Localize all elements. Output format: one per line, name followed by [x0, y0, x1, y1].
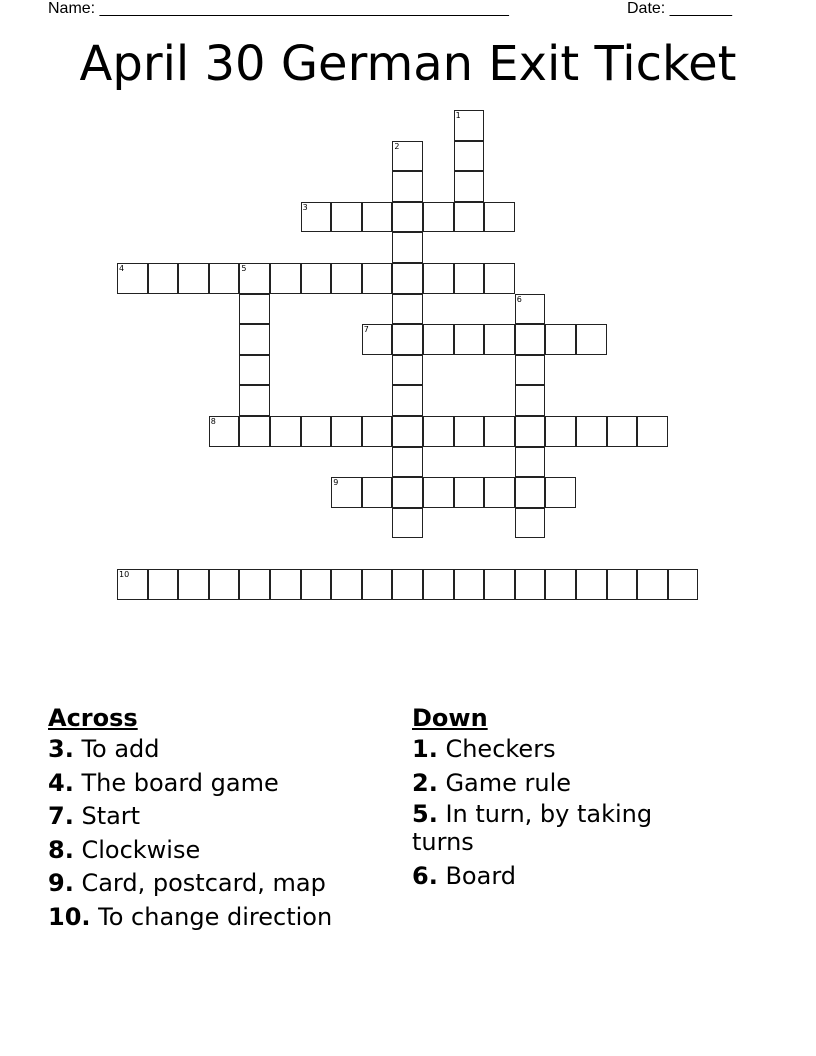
crossword-cell[interactable]: [454, 202, 485, 233]
crossword-cell[interactable]: [362, 569, 393, 600]
crossword-cell[interactable]: [454, 263, 485, 294]
crossword-cell[interactable]: [454, 171, 485, 202]
crossword-cell[interactable]: [331, 202, 362, 233]
crossword-cell[interactable]: [239, 294, 270, 325]
crossword-cell[interactable]: [270, 263, 301, 294]
crossword-cell[interactable]: [545, 324, 576, 355]
crossword-cell[interactable]: [637, 416, 668, 447]
clue-text: To change direction: [90, 902, 333, 931]
clue-down-6: [412, 860, 712, 894]
crossword-cell[interactable]: [178, 569, 209, 600]
crossword-cell[interactable]: [392, 263, 423, 294]
crossword-cell[interactable]: [301, 263, 332, 294]
down-heading: Down: [412, 704, 488, 732]
crossword-cell[interactable]: [637, 569, 668, 600]
cell-number: 9: [333, 478, 339, 488]
crossword-cell[interactable]: [423, 324, 454, 355]
crossword-cell[interactable]: [209, 263, 240, 294]
crossword-cell[interactable]: [545, 416, 576, 447]
clue-down-2: [412, 767, 712, 801]
crossword-cell[interactable]: [362, 202, 393, 233]
clue-number: 4.: [48, 768, 74, 797]
crossword-cell[interactable]: [239, 355, 270, 386]
crossword-cell[interactable]: [423, 477, 454, 508]
clue-down-5: [412, 800, 712, 860]
crossword-cell[interactable]: [515, 477, 546, 508]
crossword-cell[interactable]: [423, 263, 454, 294]
across-heading: Across: [48, 704, 138, 732]
clue-number: 1.: [412, 735, 438, 763]
across-clues: [48, 703, 398, 934]
crossword-cell[interactable]: [484, 477, 515, 508]
cell-number: 5: [241, 264, 247, 273]
crossword-cell[interactable]: [392, 202, 423, 233]
crossword-cell[interactable]: [392, 141, 423, 172]
crossword-cell[interactable]: [576, 569, 607, 600]
clue-across-4: [48, 767, 398, 801]
clue-text: Clockwise: [73, 835, 201, 864]
crossword-cell[interactable]: [423, 569, 454, 600]
crossword-cell[interactable]: [362, 416, 393, 447]
cell-number: 8: [210, 417, 216, 426]
clue-number: 8.: [48, 835, 74, 864]
crossword-cell[interactable]: [301, 569, 332, 600]
crossword-cell[interactable]: [331, 416, 362, 447]
crossword-cell[interactable]: [392, 355, 423, 386]
clue-number: 5.: [412, 800, 438, 828]
clue-across-7: [48, 800, 398, 834]
clue-text: Card, postcard, map: [73, 869, 326, 897]
crossword-cell[interactable]: [607, 416, 638, 447]
crossword-cell[interactable]: [178, 263, 209, 294]
crossword-cell[interactable]: [362, 324, 393, 355]
crossword-cell[interactable]: [484, 416, 515, 447]
crossword-cell[interactable]: [209, 416, 240, 447]
down-clues: [412, 703, 712, 894]
clue-text: The board game: [73, 768, 279, 797]
clue-number: 6.: [412, 862, 438, 890]
crossword-cell[interactable]: [331, 263, 362, 294]
crossword-cell[interactable]: [454, 416, 485, 447]
crossword-cell[interactable]: [515, 508, 546, 539]
clue-text: Start: [73, 802, 141, 830]
cell-number: 4: [119, 264, 125, 273]
crossword-cell[interactable]: [392, 385, 423, 416]
crossword-cell[interactable]: [331, 569, 362, 600]
crossword-cell[interactable]: [545, 569, 576, 600]
clue-across-8: [48, 834, 398, 868]
crossword-cell[interactable]: [392, 294, 423, 325]
crossword-cell[interactable]: [454, 110, 485, 141]
crossword-cell[interactable]: [668, 569, 699, 600]
cell-number: 6: [516, 294, 522, 304]
page-title: April 30 German Exit Ticket: [79, 36, 737, 92]
crossword-cell[interactable]: [362, 263, 393, 294]
clue-text: To add: [73, 735, 160, 763]
crossword-cell[interactable]: [117, 263, 148, 294]
crossword-cell[interactable]: [239, 385, 270, 416]
crossword-cell[interactable]: [239, 416, 270, 447]
clue-text: In turn, by taking turns: [412, 800, 653, 856]
crossword-cell[interactable]: [515, 569, 546, 600]
clue-text: Checkers: [437, 735, 556, 763]
crossword-cell[interactable]: [392, 232, 423, 263]
crossword-cell[interactable]: [270, 569, 301, 600]
crossword-cell[interactable]: [392, 416, 423, 447]
clue-down-1: [412, 733, 712, 767]
clue-across-3: [48, 733, 398, 767]
cell-number: 2: [394, 141, 400, 151]
crossword-cell[interactable]: [484, 263, 515, 294]
crossword-cell[interactable]: [576, 324, 607, 355]
cell-number: 1: [455, 111, 461, 120]
crossword-cell[interactable]: [484, 324, 515, 355]
crossword-cell[interactable]: [423, 202, 454, 233]
crossword-cell[interactable]: [515, 385, 546, 416]
clue-number: 10.: [48, 902, 91, 931]
crossword-cell[interactable]: [454, 477, 485, 508]
crossword-cell[interactable]: [148, 263, 179, 294]
crossword-cell[interactable]: [454, 141, 485, 172]
crossword-cell[interactable]: [484, 569, 515, 600]
date-field-label: Date: _______: [627, 0, 732, 17]
cell-number: 7: [363, 325, 369, 335]
crossword-cell[interactable]: [392, 477, 423, 508]
crossword-cell[interactable]: [331, 477, 362, 508]
crossword-cell[interactable]: [576, 416, 607, 447]
crossword-cell[interactable]: [515, 294, 546, 325]
crossword-cell[interactable]: [209, 569, 240, 600]
crossword-cell[interactable]: [423, 416, 454, 447]
crossword-cell[interactable]: [392, 447, 423, 478]
crossword-cell[interactable]: [607, 569, 638, 600]
crossword-cell[interactable]: [301, 202, 332, 233]
crossword-cell[interactable]: [270, 416, 301, 447]
cell-number: 3: [302, 202, 308, 212]
crossword-cell[interactable]: [545, 477, 576, 508]
clue-number: 2.: [412, 768, 438, 797]
crossword-cell[interactable]: [362, 477, 393, 508]
crossword-cell[interactable]: [301, 416, 332, 447]
crossword-cell[interactable]: [515, 324, 546, 355]
crossword-cell[interactable]: [392, 508, 423, 539]
crossword-cell[interactable]: [148, 569, 179, 600]
crossword-cell[interactable]: [515, 355, 546, 386]
crossword-cell[interactable]: [392, 569, 423, 600]
clue-text: Board: [437, 862, 516, 890]
crossword-cell[interactable]: [117, 569, 148, 600]
name-field-label: Name: ______________________________________________: [48, 0, 509, 17]
crossword-cell[interactable]: [239, 569, 270, 600]
cell-number: 10: [119, 570, 130, 579]
crossword-cell[interactable]: [484, 202, 515, 233]
crossword-cell[interactable]: [239, 324, 270, 355]
crossword-cell[interactable]: [454, 569, 485, 600]
crossword-cell[interactable]: [515, 416, 546, 447]
crossword-cell[interactable]: [239, 263, 270, 294]
clue-text: Game rule: [437, 768, 572, 797]
crossword-cell[interactable]: [454, 324, 485, 355]
clue-number: 7.: [48, 802, 74, 830]
clue-across-10: [48, 901, 398, 935]
clue-number: 3.: [48, 735, 74, 763]
crossword-cell[interactable]: [515, 447, 546, 478]
clue-across-9: [48, 867, 398, 901]
clue-number: 9.: [48, 869, 74, 897]
crossword-cell[interactable]: [392, 171, 423, 202]
crossword-cell[interactable]: [392, 324, 423, 355]
